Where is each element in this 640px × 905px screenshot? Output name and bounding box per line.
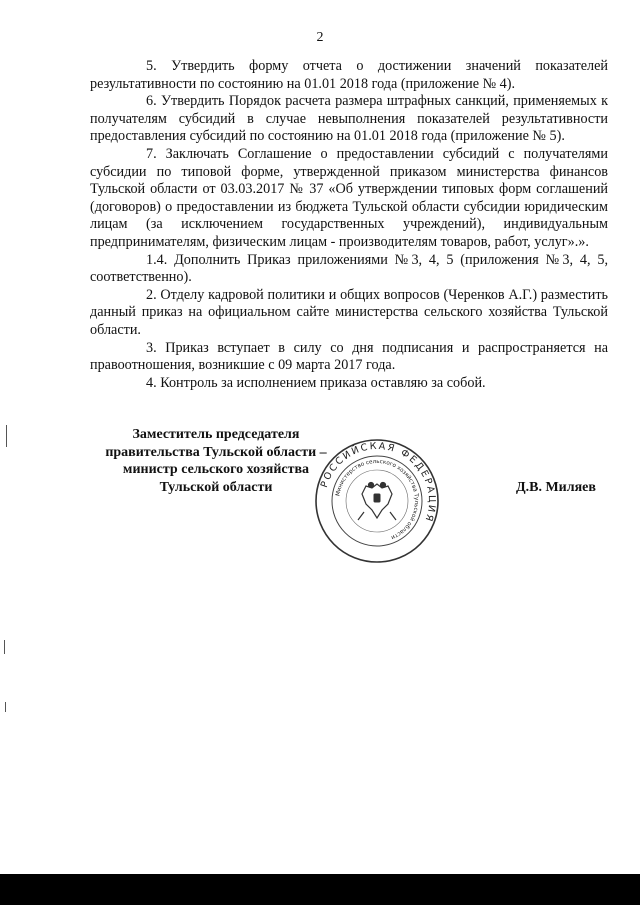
signatory-line-1: Заместитель председателя — [132, 427, 300, 442]
paragraph-4: 4. Контроль за исполнением приказа оставляю за собой. — [146, 374, 486, 391]
paragraph-2: 2. Отделу кадровой политики и общих вопросов (Черенков А.Г.) разместить данный приказ на официальном сайте министерства сельского хозяйства Тульской области. — [90, 286, 608, 338]
document-body — [90, 58, 608, 392]
paragraph-7: 7. Заключать Соглашение о предоставлении субсидий с получателями субсидии по типовой форме, утвержденной приказом министерства финансов Тульской области от 03.03.2017 № 37 «Об утверждении типовых форм соглашений (договоров) о предоставлении из бюджета Тульской области субсидии юридическим лицам (за исключением государственных учреждений), индивидуальным предпринимателям, физическим лицам - производителям товаров, работ, услуг».». — [90, 145, 608, 250]
scan-edge-mark — [6, 425, 7, 447]
paragraph-1-4: 1.4. Дополнить Приказ приложениями №3, 4, 5 (приложения №3, 4, 5, соответственно). — [90, 251, 608, 286]
page-number: 2 — [316, 30, 324, 45]
scan-edge-mark — [4, 640, 5, 654]
signatory-line-4: Тульской области — [159, 479, 273, 495]
official-seal-stamp — [314, 438, 440, 564]
signatory-name: Д.В. Миляев — [516, 480, 596, 495]
paragraph-3: 3. Приказ вступает в силу со дня подписания и распространяется на правоотношения, возникшие с 09 марта 2017 года. — [90, 339, 608, 374]
seal-outer-text: РОССИЙСКАЯ ФЕДЕРАЦИЯ — [318, 440, 438, 525]
svg-text:РОССИЙСКАЯ ФЕДЕРАЦИЯ — [319, 441, 437, 524]
seal-inner-text: Министерство сельского хозяйства Тульской области — [335, 458, 420, 541]
scan-edge-mark — [5, 702, 6, 712]
scan-bottom-border — [0, 874, 640, 905]
signatory-line-2: правительства Тульской области – — [105, 444, 327, 460]
paragraph-6: 6. Утвердить Порядок расчета размера штрафных санкций, применяемых к получателям субсидий в случае невыполнения показателей результативности предоставления субсидий по состоянию на 01.01 2018 года (приложение № 5). — [90, 93, 608, 145]
paragraph-5: 5. Утвердить форму отчета о достижении значений показателей результативности по состоянию на 01.01 2018 года (приложение № 4). — [90, 58, 608, 92]
signatory-title — [96, 426, 336, 496]
coat-of-arms-icon — [358, 482, 396, 520]
signatory-line-3: министр сельского хозяйства — [122, 462, 310, 478]
